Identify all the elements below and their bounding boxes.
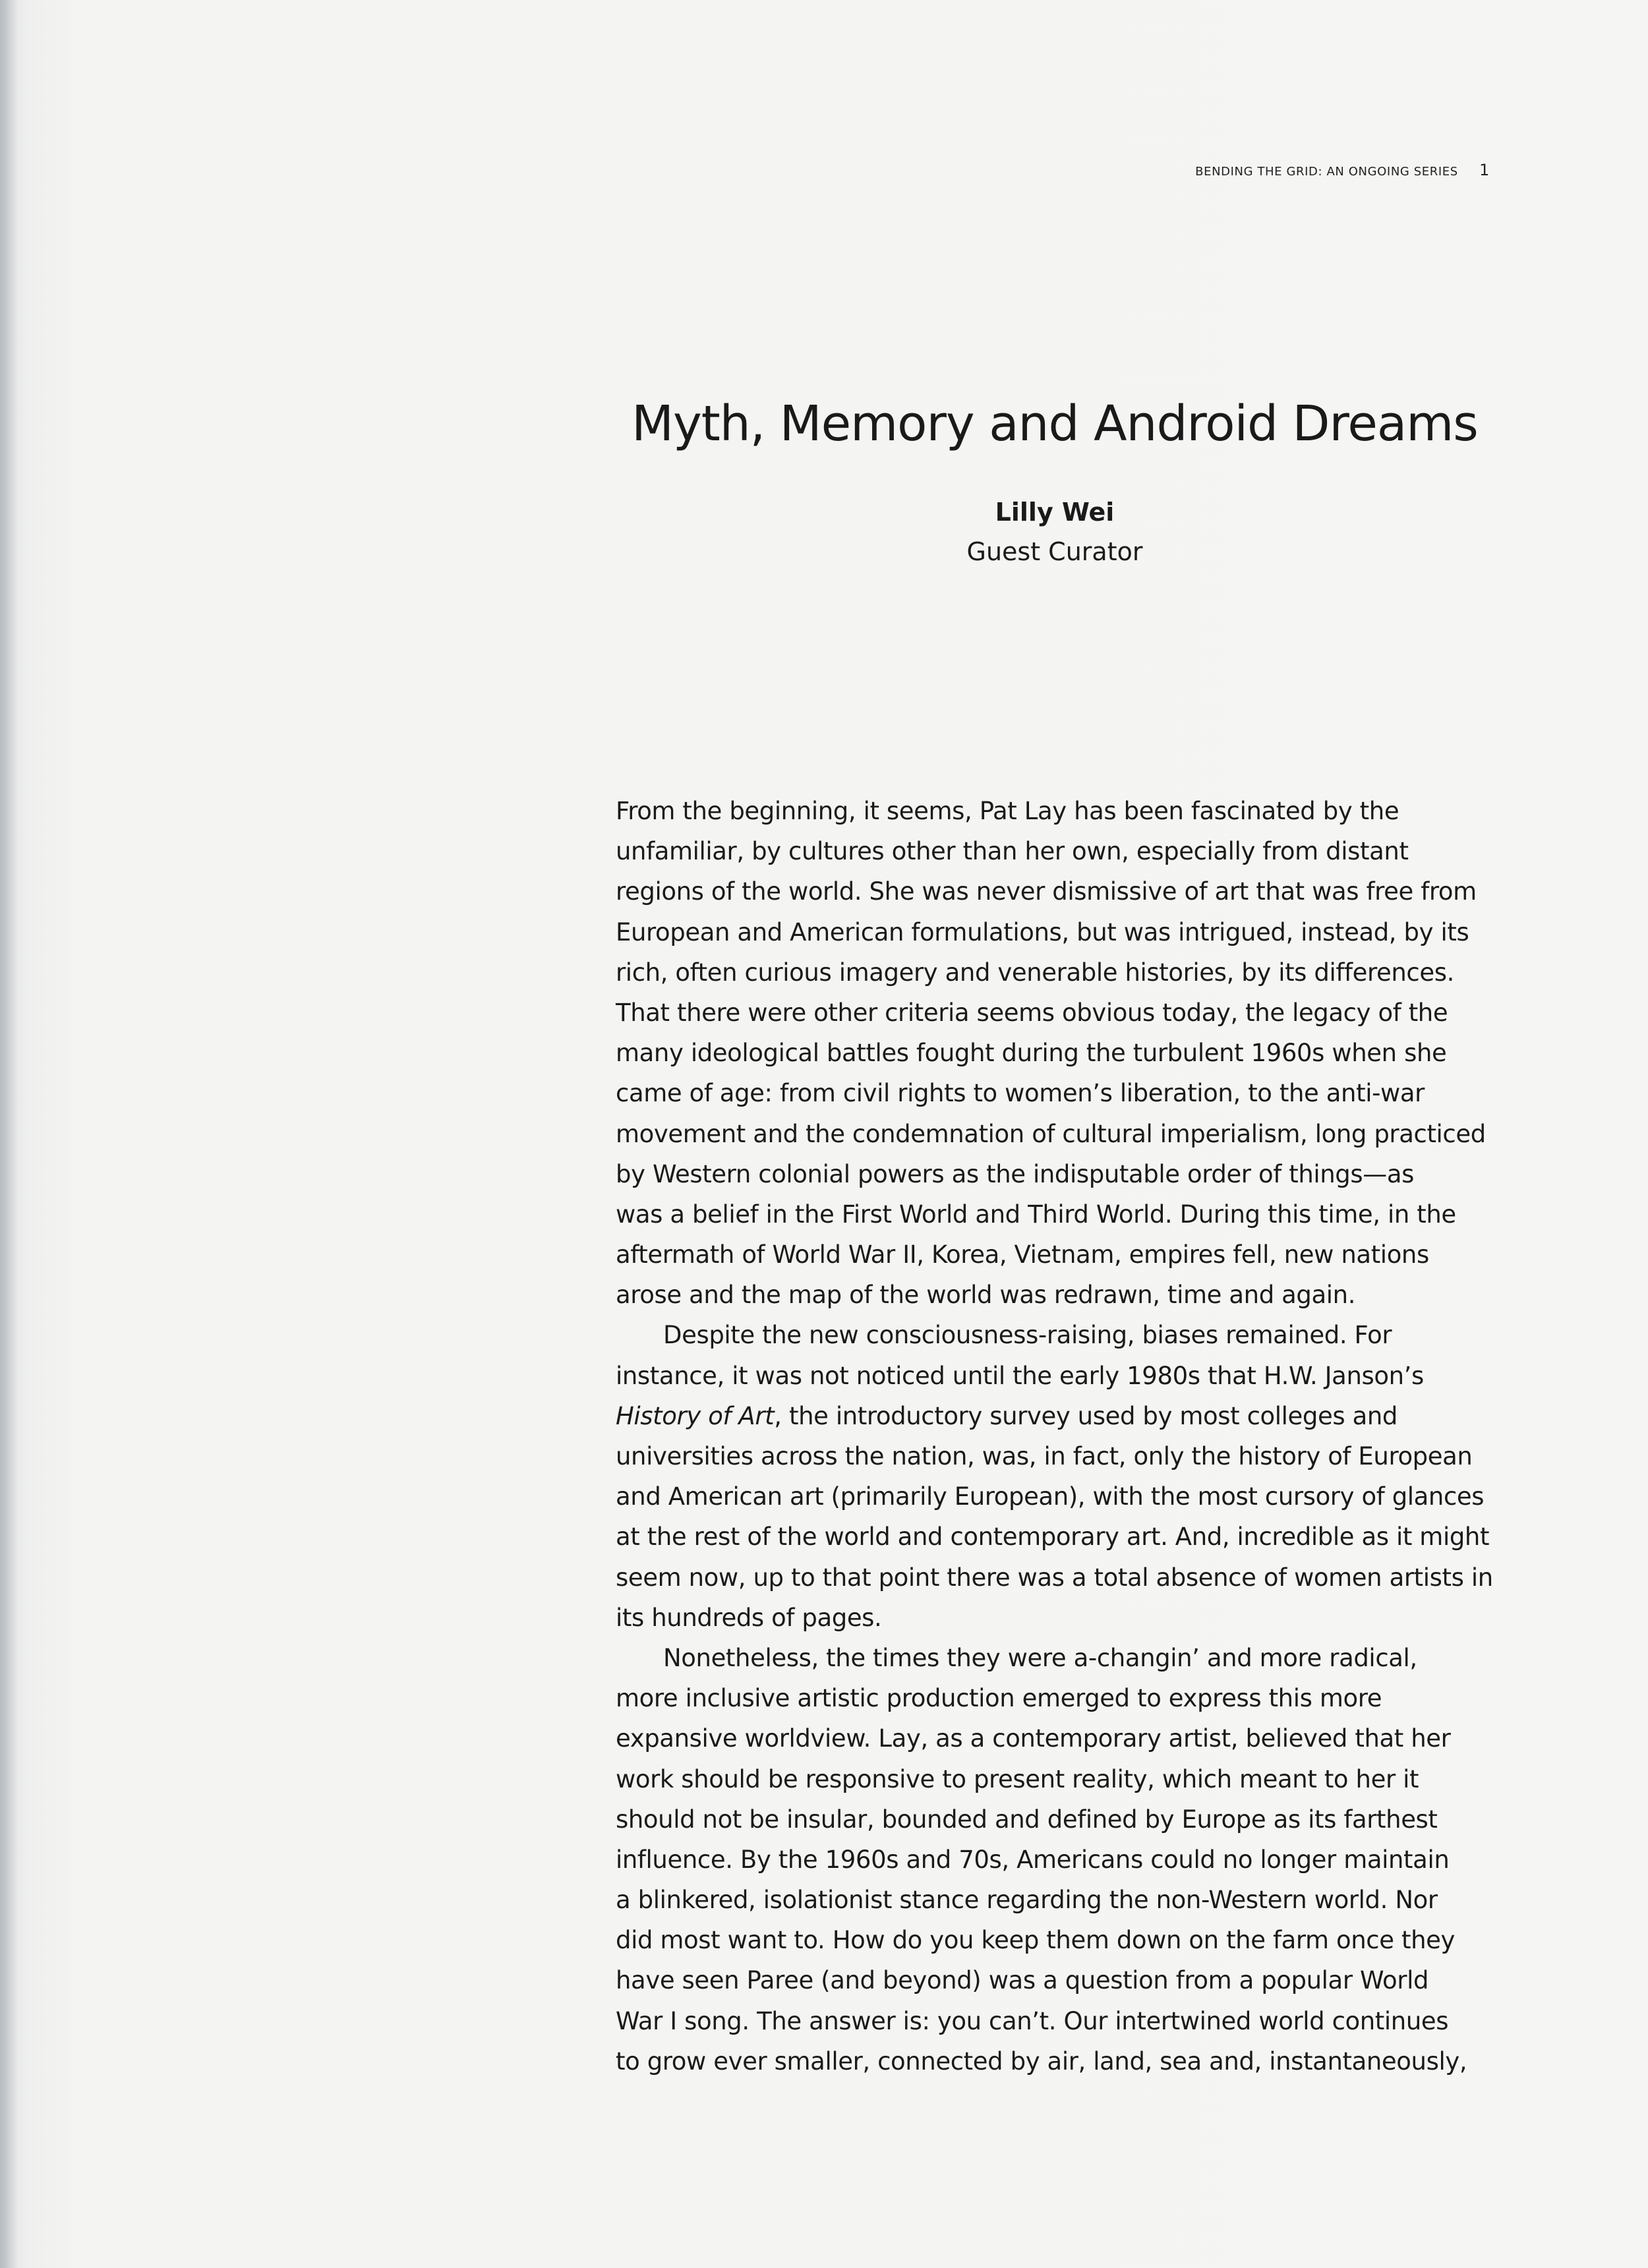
body-line [616, 1396, 1492, 1436]
article-body [616, 791, 1492, 2081]
body-line: to grow ever smaller, connected by air, land, sea and, instantaneously, [616, 2047, 1467, 2076]
binding-gutter-shadow [0, 0, 17, 2268]
body-line-rest: , the introductory survey used by most colleges and [774, 1401, 1398, 1430]
body-line: many ideological battles fought during the turbulent 1960s when she [616, 1039, 1447, 1068]
author-role: Guest Curator [966, 537, 1143, 566]
author-name: Lilly Wei [995, 498, 1115, 527]
body-line: European and American formulations, but was intrigued, instead, by its [616, 917, 1469, 946]
body-line: did most want to. How do you keep them down on the farm once they [616, 1926, 1455, 1955]
body-line: From the beginning, it seems, Pat Lay has been fascinated by the [616, 797, 1399, 825]
series-title: BENDING THE GRID: AN ONGOING SERIES [1195, 165, 1458, 179]
body-line: more inclusive artistic production emerged to express this more [616, 1684, 1382, 1713]
body-line: its hundreds of pages. [616, 1603, 882, 1632]
body-line: universities across the nation, was, in fact, only the history of European [616, 1442, 1473, 1470]
body-line: War I song. The answer is: you can’t. Our intertwined world continues [616, 2006, 1449, 2035]
page-number: 1 [1479, 161, 1490, 179]
body-line: expansive worldview. Lay, as a contemporary artist, believed that her [616, 1724, 1451, 1753]
body-line: Despite the new consciousness-raising, biases remained. For [663, 1321, 1392, 1350]
body-line: came of age: from civil rights to women’s liberation, to the anti-war [616, 1079, 1425, 1108]
body-line: unfamiliar, by cultures other than her own, especially from distant [616, 837, 1409, 866]
body-line: have seen Paree (and beyond) was a question from a popular World [616, 1966, 1429, 1995]
body-line: by Western colonial powers as the indisputable order of things—as [616, 1159, 1415, 1188]
body-line: movement and the condemnation of cultural imperialism, long practiced [616, 1119, 1486, 1148]
body-line: arose and the map of the world was redrawn, time and again. [616, 1281, 1356, 1310]
body-line: at the rest of the world and contemporary art. And, incredible as it might [616, 1523, 1490, 1552]
body-line: rich, often curious imagery and venerable histories, by its differences. [616, 958, 1454, 987]
article-title: Myth, Memory and Android Dreams [632, 395, 1478, 452]
book-title-italic: History of Art [616, 1401, 775, 1430]
body-line: Nonetheless, the times they were a-changin’ and more radical, [663, 1643, 1417, 1672]
body-line: seem now, up to that point there was a total absence of women artists in [616, 1563, 1493, 1592]
body-line: and American art (primarily European), with the most cursory of glances [616, 1482, 1485, 1511]
body-line: influence. By the 1960s and 70s, Americans could no longer maintain [616, 1845, 1450, 1874]
body-line: should not be insular, bounded and defined by Europe as its farthest [616, 1805, 1438, 1834]
body-line: a blinkered, isolationist stance regarding the non-Western world. Nor [616, 1886, 1438, 1915]
body-line: aftermath of World War II, Korea, Vietnam, empires fell, new nations [616, 1240, 1429, 1269]
body-line: That there were other criteria seems obvious today, the legacy of the [616, 998, 1448, 1027]
body-line: instance, it was not noticed until the early 1980s that H.W. Janson’s [616, 1361, 1424, 1390]
running-head [1088, 161, 1490, 179]
body-line: regions of the world. She was never dismissive of art that was free from [616, 877, 1477, 906]
body-line: work should be responsive to present reality, which meant to her it [616, 1764, 1419, 1793]
body-line: was a belief in the First World and Third World. During this time, in the [616, 1200, 1456, 1229]
